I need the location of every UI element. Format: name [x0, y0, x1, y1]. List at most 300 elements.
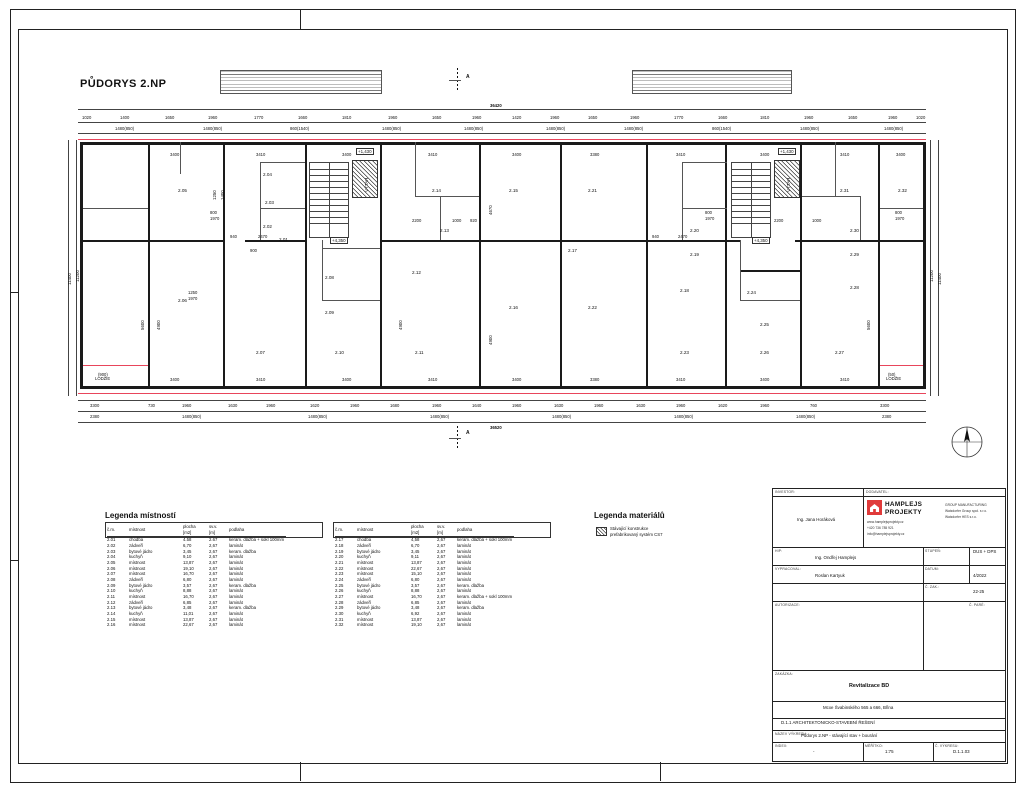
interior-dim: 2200	[412, 218, 422, 223]
cell-floor: laminát	[457, 611, 471, 617]
legend-col-floor: podlaha	[457, 524, 514, 537]
tb-index-label: INDEX:	[775, 744, 788, 748]
interior-dim: 3410	[676, 152, 686, 157]
dim-chain-bottom-1	[78, 400, 926, 401]
cell-area: 3,48	[411, 605, 420, 611]
legend-col-id: č.m.	[107, 524, 129, 537]
dim-top-seg: 1960	[630, 115, 640, 120]
room-number: 2.11	[415, 350, 424, 355]
room-number: 2.25	[760, 322, 769, 327]
cell-id: 2.01	[107, 537, 116, 543]
interior-dim: 4900	[398, 320, 403, 330]
room-number: 2.22	[588, 305, 597, 310]
section-mark-top: A	[466, 74, 470, 80]
door-tag: 1970	[895, 216, 905, 221]
cell-floor: laminát	[457, 543, 471, 549]
cell-area: 15,10	[411, 571, 422, 577]
legend-rooms-header-row	[107, 524, 286, 537]
dim-chain-top-2	[78, 133, 926, 134]
partition-11	[682, 162, 683, 240]
legend-col-height: sv.v. [m]	[437, 524, 457, 537]
cell-height: 2,67	[437, 560, 446, 566]
dim-top-window: 860(1540)	[290, 126, 310, 131]
tb-rule	[773, 583, 1005, 584]
cell-area: 3,45	[183, 548, 192, 554]
dim-top-window: 1480(850)	[624, 126, 644, 131]
exterior-wall-left	[80, 142, 83, 389]
cell-id: 2.28	[335, 599, 344, 605]
room-number: 2.27	[835, 350, 844, 355]
cell-height: 2,67	[437, 537, 446, 543]
dim-bottom-seg: 1640	[472, 403, 482, 408]
tb-rule	[773, 742, 1005, 743]
dim-top-seg: 1960	[550, 115, 560, 120]
interior-dim: 1000	[812, 218, 822, 223]
cell-floor: laminát	[229, 588, 243, 594]
dim-chain-right-outer	[938, 140, 939, 396]
cell-height: 2,67	[209, 577, 218, 583]
door-tag: 1970	[188, 296, 198, 301]
cell-area: 6,70	[411, 543, 420, 549]
tb-col	[863, 742, 864, 761]
dim-top-seg: 1650	[588, 115, 598, 120]
cell-name: kuchyň	[357, 588, 371, 594]
group-line-2: Watzdorfer Group spol. s r.o.	[945, 509, 988, 513]
room-number: 2.15	[509, 188, 518, 193]
tb-scale-label: MĚŘÍTKO:	[865, 744, 883, 748]
cell-height: 2,67	[209, 611, 218, 617]
section-line-bottom	[457, 426, 458, 448]
cell-name: zádveří	[357, 543, 372, 549]
cell-height: 2,67	[437, 577, 446, 583]
dim-bottom-seg: 1630	[228, 403, 238, 408]
material-label-line1: Stávající konstrukce	[610, 526, 649, 531]
tb-rule	[773, 701, 1005, 702]
dim-top-seg: 1660	[718, 115, 728, 120]
cell-id: 2.03	[107, 548, 116, 554]
room-number: 2.32	[898, 188, 907, 193]
cell-height: 2,67	[437, 565, 446, 571]
tb-col	[923, 601, 924, 670]
tb-zakazka-value: 22-25	[973, 589, 985, 594]
legend-col-area: plocha [m2]	[183, 524, 209, 537]
interior-dim: (900)	[98, 372, 108, 377]
cell-area: 8,88	[183, 588, 192, 594]
interior-dim: 3400	[170, 152, 180, 157]
section-mark-bottom: A	[466, 430, 470, 436]
cell-id: 2.12	[107, 599, 116, 605]
cell-floor: laminát	[457, 622, 471, 628]
room-number: 2.23	[680, 350, 689, 355]
room-number: 2.20	[690, 228, 699, 233]
cell-height: 2,67	[209, 616, 218, 622]
dim-bottom-seg: 760	[810, 403, 817, 408]
cell-floor: keram. dlažba	[229, 605, 256, 611]
dim-top-seg: 1420	[512, 115, 522, 120]
interior-dim: 3400	[896, 152, 906, 157]
cell-floor: laminát	[229, 599, 243, 605]
tb-col	[933, 742, 934, 761]
cell-name: zádveří	[129, 543, 144, 549]
dim-chain-bottom-2	[78, 411, 926, 412]
cell-floor: keram. dlažba + sokl 100mm	[229, 537, 285, 543]
interior-dim: 940	[652, 234, 659, 239]
dim-chain-top-red	[78, 139, 926, 140]
cell-name: kuchyň	[357, 554, 371, 560]
cell-height: 2,67	[209, 571, 218, 577]
group-line-3: Watzdorfer HES s.r.o.	[945, 515, 977, 519]
tb-rule	[773, 547, 1005, 548]
dim-bottom-window: 1480(850)	[796, 414, 816, 419]
dim-top-seg: 1960	[472, 115, 482, 120]
cell-floor: laminát	[229, 565, 243, 571]
north-arrow	[950, 425, 984, 459]
legend-rooms-title: Legenda místností	[105, 511, 176, 520]
legend-rooms-table-left	[107, 524, 286, 628]
cell-area: 4.58	[183, 537, 192, 543]
interior-wall-mid-h-c2	[500, 240, 680, 242]
interior-dim: 3400	[342, 152, 352, 157]
cell-area: 13,87	[411, 616, 422, 622]
dim-top-seg: 1650	[432, 115, 442, 120]
dim-top-window: 1480(850)	[382, 126, 402, 131]
dim-bottom-seg: 3300	[90, 403, 100, 408]
cell-id: 2.08	[107, 577, 116, 583]
dim-chain-bottom-red	[78, 393, 926, 394]
room-number: 2.29	[850, 252, 859, 257]
cell-name: kuchyň	[357, 611, 371, 617]
interior-dim: 2470	[258, 234, 268, 239]
interior-dim-bottom: 3410	[840, 377, 850, 382]
room-number: 2.06	[178, 298, 187, 303]
company-logo-line1: HAMPLEJS	[885, 501, 923, 508]
cell-name: kuchyň	[129, 611, 143, 617]
fold-mark-bottom-2	[660, 762, 661, 781]
room-number: 2.03	[265, 200, 274, 205]
room-number: 2.10	[335, 350, 344, 355]
dim-bottom-window: 1480(850)	[308, 414, 328, 419]
cell-area: 9,10	[183, 554, 192, 560]
dim-top-seg: 1770	[674, 115, 684, 120]
cell-area: 13,87	[183, 616, 194, 622]
dim-bottom-seg: 1960	[350, 403, 360, 408]
legend-col-height: sv.v. [m]	[209, 524, 229, 537]
legend-rooms-table-right	[335, 524, 514, 628]
cell-name: místnost	[129, 622, 146, 628]
cell-name: zádveří	[129, 599, 144, 605]
door-tag: 800	[895, 210, 902, 215]
cell-floor: laminát	[457, 560, 471, 566]
cell-floor: keram. dlažba + sokl 100mm	[457, 594, 513, 600]
room-number: 2.02	[263, 224, 272, 229]
cell-id: 2.20	[335, 554, 344, 560]
interior-dim-bottom: 3410	[256, 377, 266, 382]
tb-part-label: D.1.1 ARCHITEKTONICKO-STAVEBNÍ ŘEŠENÍ	[781, 720, 875, 725]
cell-name: místnost	[357, 616, 374, 622]
cell-height: 2,67	[209, 554, 218, 560]
cell-name: místnost	[357, 571, 374, 577]
dim-chain-top-1	[78, 122, 926, 123]
dim-top-seg: 1400	[120, 115, 130, 120]
cell-floor: keram. dlažba	[457, 582, 484, 588]
tb-index-value: -	[813, 749, 815, 754]
dim-top-seg: 1020	[82, 115, 92, 120]
interior-dim: 2470	[678, 234, 688, 239]
cell-id: 2.24	[335, 577, 344, 583]
dim-bottom-window: 1480(850)	[674, 414, 694, 419]
door-tag: 1250	[188, 290, 198, 295]
tb-investor-name: Ing. Jana Horáková	[797, 517, 836, 522]
cell-name: místnost	[129, 594, 146, 600]
tb-col	[863, 489, 864, 547]
tb-rule	[773, 730, 1005, 731]
cell-height: 2,67	[209, 543, 218, 549]
cell-name: chodba	[129, 537, 144, 543]
dim-bottom-seg: 1960	[760, 403, 770, 408]
interior-dim: 1000	[452, 218, 462, 223]
cell-height: 2,67	[437, 582, 446, 588]
dim-bottom-seg: 1680	[390, 403, 400, 408]
tb-autorizace-label: AUTORIZACE:	[775, 603, 800, 607]
dim-chain-right-inner	[930, 140, 931, 396]
interior-wall-mid-h-r3	[740, 270, 800, 272]
tb-number-value: D.1.1.03	[953, 749, 970, 754]
dim-bottom-seg: 1620	[718, 403, 728, 408]
interior-wall-mid-h-left2	[245, 240, 305, 242]
partition-18	[860, 196, 861, 240]
room-number: 2.17	[568, 248, 577, 253]
level-tag-4: +4,350	[754, 238, 768, 243]
dim-top-window: 1480(850)	[115, 126, 135, 131]
cell-height: 2,67	[209, 599, 218, 605]
cross-wall-6	[560, 142, 562, 389]
cell-id: 2.16	[107, 622, 116, 628]
cell-id: 2.06	[107, 565, 116, 571]
cross-wall-4	[380, 142, 382, 389]
interior-dim: 1400	[220, 190, 225, 200]
dim-overall-top: 36420	[490, 103, 502, 108]
cell-height: 2,67	[437, 571, 446, 577]
cell-height: 2,67	[209, 548, 218, 554]
interior-dim: 4900	[156, 320, 161, 330]
cell-name: místnost	[129, 571, 146, 577]
cross-wall-2	[223, 142, 225, 389]
cell-id: 2.18	[335, 543, 344, 549]
fold-mark-left-bottom	[10, 560, 18, 561]
legend-col-name: místnost	[357, 524, 411, 537]
tb-datum-value: 4/2022	[973, 573, 987, 578]
cell-area: 19,10	[411, 622, 422, 628]
company-contact-3: info@hamplejsprojekty.cz	[867, 532, 905, 536]
interior-dim-bottom: 3380	[590, 377, 600, 382]
tb-rule	[773, 496, 1005, 497]
tb-hip-value: Ing. Ondřej Hamplejs	[815, 555, 857, 560]
cell-floor: keram. dlažba	[457, 605, 484, 611]
cell-area: 19,10	[183, 565, 194, 571]
interior-dim-bottom: 3400	[170, 377, 180, 382]
tb-drawing-label: NÁZEV VÝKRESU:	[775, 732, 808, 736]
door-tag: 800	[705, 210, 712, 215]
room-number: 2.09	[325, 310, 334, 315]
dim-top-seg: 1660	[298, 115, 308, 120]
level-tag-1: +1,430	[358, 149, 372, 154]
dim-top-seg: 1650	[165, 115, 175, 120]
cell-area: 4,58	[411, 537, 420, 543]
dim-top-seg: 1810	[760, 115, 770, 120]
partition-2	[260, 162, 261, 240]
cell-id: 2.25	[335, 582, 344, 588]
cell-floor: laminát	[229, 560, 243, 566]
interior-dim: 3410	[428, 152, 438, 157]
interior-dim-bottom: 3400	[760, 377, 770, 382]
room-number: 2.04	[263, 172, 272, 177]
cell-id: 2.23	[335, 571, 344, 577]
dim-bottom-window: 1480(850)	[430, 414, 450, 419]
tb-zakazka-label: Č. ZAK.:	[925, 585, 940, 589]
room-number: 2.16	[509, 305, 518, 310]
door-tag: 1970	[210, 216, 220, 221]
exterior-wall-right	[923, 142, 926, 389]
cell-floor: laminát	[457, 616, 471, 622]
room-number: 2.31	[840, 188, 849, 193]
dim-top-seg: 1960	[888, 115, 898, 120]
dim-top-window: 1480(850)	[800, 126, 820, 131]
tb-number-label: Č. VÝKRESU:	[935, 744, 959, 748]
cell-floor: keram. dlažba	[229, 548, 256, 554]
dim-top-window: 1480(850)	[203, 126, 223, 131]
fold-mark-top	[300, 9, 301, 29]
partition-9	[415, 196, 479, 197]
interior-dim: 3380	[590, 152, 600, 157]
company-contact-1: www.hamplejsprojekty.cz	[867, 520, 904, 524]
cell-area: 6,80	[183, 577, 192, 583]
cell-area: 13,87	[411, 560, 422, 566]
interior-dim-bottom: 3400	[512, 377, 522, 382]
level-tag-2: +1,430	[780, 149, 794, 154]
partition-20	[880, 208, 923, 209]
cell-id: 2.07	[107, 571, 116, 577]
dim-bottom-seg: 3300	[880, 403, 890, 408]
interior-wall-mid-h-c1	[380, 240, 500, 242]
interior-wall-mid-h-r1	[680, 240, 740, 242]
legend-col-area: plocha [m2]	[411, 524, 437, 537]
cross-wall-9	[800, 142, 802, 389]
interior-dim: 1250	[212, 190, 217, 200]
interior-dim: 3410	[840, 152, 850, 157]
dim-chain-left-outer	[68, 140, 69, 396]
material-label-line2: prefabrikovaný systém CS7	[610, 531, 663, 537]
dim-bottom-window: 1480(850)	[182, 414, 202, 419]
tb-stupen-value: DUS + DPS	[973, 549, 997, 554]
dim-top-window: 860(1540)	[712, 126, 732, 131]
room-number: 2.01	[279, 237, 288, 242]
cell-area: 3,45	[411, 548, 420, 554]
cell-floor: laminát	[457, 565, 471, 571]
material-label-existing	[610, 526, 663, 537]
cell-height: 2,67	[437, 599, 446, 605]
cell-floor: laminát	[457, 548, 471, 554]
cell-name: bytové jádro	[357, 605, 381, 611]
interior-dim: 4900	[488, 335, 493, 345]
cell-floor: laminát	[229, 622, 243, 628]
cell-floor: laminát	[457, 577, 471, 583]
cell-name: místnost	[129, 565, 146, 571]
roof-hatch-left	[220, 70, 382, 94]
dim-top-seg: 1960	[208, 115, 218, 120]
cell-floor: laminát	[457, 571, 471, 577]
cell-name: zádveří	[357, 577, 372, 583]
company-logo-line2: PROJEKTY	[885, 509, 922, 516]
cell-id: 2.32	[335, 622, 344, 628]
cell-name: bytové jádro	[129, 582, 153, 588]
cell-area: 3,48	[183, 605, 192, 611]
dim-top-seg: 1960	[388, 115, 398, 120]
cell-floor: keram. dlažba + sokl 100mm	[457, 537, 513, 543]
tb-rule	[773, 565, 1005, 566]
cell-id: 2.13	[107, 605, 116, 611]
partition-12	[682, 162, 727, 163]
lift-label-left: VÝTAH	[364, 177, 369, 192]
section-arrow-top	[449, 80, 461, 81]
cell-height: 2,67	[437, 611, 446, 617]
room-number: 2.07	[256, 350, 265, 355]
dim-bottom-seg: 1960	[432, 403, 442, 408]
tb-rule	[773, 670, 1005, 671]
interior-dim-bottom: 3410	[676, 377, 686, 382]
legend-row	[107, 622, 286, 628]
door-tag: 800	[210, 210, 217, 215]
cell-id: 2.05	[107, 560, 116, 566]
cell-height: 2,67	[437, 543, 446, 549]
cell-floor: laminát	[457, 599, 471, 605]
cross-wall-10	[878, 142, 880, 389]
cell-id: 2.09	[107, 582, 116, 588]
cross-wall-8	[725, 142, 727, 389]
cell-area: 6,92	[411, 611, 420, 617]
interior-dim: 5600	[866, 320, 871, 330]
partition-17	[802, 196, 860, 197]
dim-bottom-seg: 1630	[636, 403, 646, 408]
cell-floor: laminát	[229, 616, 243, 622]
cell-height: 2,67	[437, 605, 446, 611]
group-line-1: GROUP MANUFACTURING	[945, 503, 987, 507]
partition-15	[740, 300, 800, 301]
dim-top-seg: 1810	[342, 115, 352, 120]
cell-id: 2.21	[335, 560, 344, 566]
loggia-right-outline	[880, 365, 923, 366]
section-arrow-bottom	[449, 438, 461, 439]
cell-area: 8,88	[411, 588, 420, 594]
room-number: 2.12	[412, 270, 421, 275]
company-logo-icon	[867, 500, 882, 515]
partition-8	[415, 142, 416, 197]
cell-id: 2.26	[335, 588, 344, 594]
cell-name: místnost	[357, 560, 374, 566]
cell-name: zádveří	[129, 577, 144, 583]
tb-scale-value: 1:75	[885, 749, 894, 754]
interior-wall-mid-h-left	[83, 240, 223, 242]
cell-area: 3,57	[183, 582, 192, 588]
legend-materials-title: Legenda materiálů	[594, 511, 665, 520]
cell-name: bytové jádro	[129, 548, 153, 554]
cell-height: 2,67	[209, 560, 218, 566]
dim-top-window: 1480(850)	[464, 126, 484, 131]
dim-overall-bottom: 36520	[490, 425, 502, 430]
tb-zakazka-block-label: ZAKÁZKA:	[775, 672, 793, 676]
room-number: 2.18	[680, 288, 689, 293]
loggia-label-left: LODŽIE	[95, 376, 111, 381]
cell-height: 2,67	[437, 548, 446, 554]
